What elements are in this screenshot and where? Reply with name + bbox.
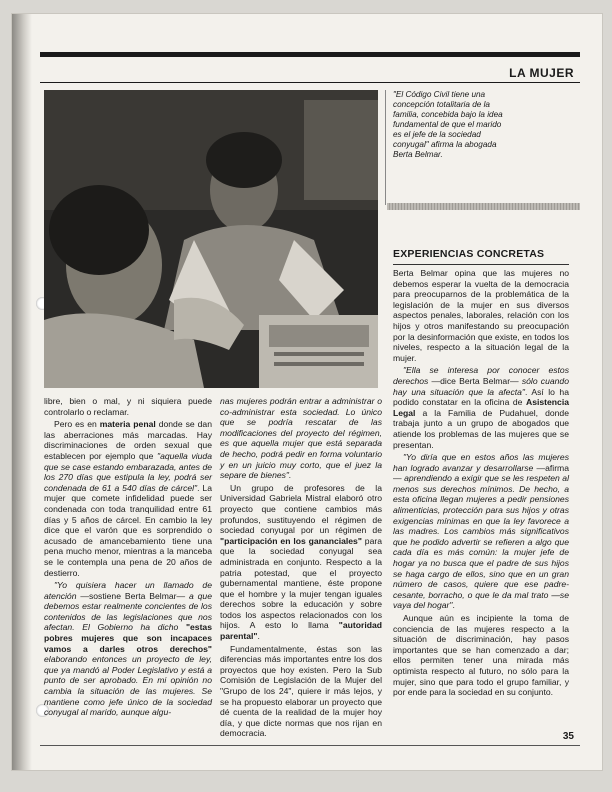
text: Pero es en [54, 419, 100, 430]
quote: "Yo diría que en estos años las mujeres han logrado avanzar y desarrollarse [393, 452, 569, 473]
quote: —se vaya del hogar" [393, 589, 569, 611]
text: Un grupo de profesores de la Universidad Gabriela Mistral elaboró otro proyecto que contiene cambios más profundos, sustituyendo el régimen de sociedad conyugal por un régimen de [220, 482, 382, 536]
text: —afirma— [393, 462, 569, 484]
quote: elaborando entonces un proyecto de ley, que ya mandó al Poder Legislativo y está a punto de ser aprobado. En mi opinión no cambia la situación de las mujeres. Se mantiene como jefe único de la sociedad conyugal al marido, aunque algu- [44, 654, 212, 718]
bold-text: "autoridad parental" [220, 620, 382, 642]
photo-illustration [44, 90, 378, 388]
paragraph [44, 580, 212, 718]
quote: sólo cuando hay una situación que la afecta" [393, 375, 569, 397]
text: . [452, 600, 455, 611]
quote: a que debemos estar realmente concientes de los contenidos de las legislaciones que nos afectan. El Gobierno ha dicho [44, 590, 212, 633]
text: . Así lo ha podido constatar en la oficina de [393, 386, 569, 408]
text: a la Familia de Pudahuel, donde trabaja junto a un grupo de abogados que atiende los problemas de las mujeres que se presentan. [393, 407, 569, 450]
top-rule [40, 52, 580, 57]
paragraph: Aunque aún es incipiente la toma de conciencia de las mujeres respecto a la situación de discriminación, hay pasos importantes que se han comenzado a dar; ellos permiten tener una mirada más optimista respecto al futuro, no sólo para la mujer, sino que para todo el grupo familiar, y por ende para la sociedad en su conjunto. [393, 613, 569, 698]
text: —dice Berta Belmar— [428, 375, 522, 386]
bold-text: materia penal [99, 419, 156, 430]
paragraph [220, 483, 382, 642]
column-2 [220, 396, 382, 741]
quote: "aquella viuda que se case estando embarazada, antes de los 270 días que estipula la ley, podrá ser condenada de 61 a 540 días de cárcel" [44, 450, 212, 493]
gray-band [387, 203, 580, 210]
text: —sostiene Berta Belmar— [76, 590, 189, 601]
section-title: LA MUJER [509, 66, 574, 80]
text: para que la sociedad conyugal sea administrada en conjunto. Respecto a la patria potestad, que el proyecto gubernamental mantiene, éste propone que el hombre y la mujer tengan iguales derechos sobre la educación y sobre todos los aspectos relacionados con los hijos. A esto lo llama [220, 535, 382, 631]
subhead-rule [393, 264, 569, 265]
quote: "Yo quisiera hacer un llamado de atención [44, 580, 212, 601]
paragraph [393, 365, 569, 450]
magazine-page [12, 14, 602, 770]
column-1 [44, 396, 212, 720]
bold-text: "participación en los gananciales" [220, 535, 362, 546]
bold-text: "estas pobres mujeres que son incapaces vamos a darles otros derechos" [44, 622, 212, 654]
photo-caption: "El Código Civil tiene una concepción totalitaria de la familia, concebida bajo la idea fundamental de que el marido es el jefe de la sociedad conyugal" afirma la abogada Berta Belmar. [393, 90, 503, 159]
paragraph: libre, bien o mal, y ni siquiera puede controlarlo o reclamar. [44, 396, 212, 417]
quote: "Ella se interesa por conocer estos derechos [393, 365, 569, 386]
paragraph: Berta Belmar opina que las mujeres no debemos esperar la vuelta de la democracia para preocuparnos de la problemática de la legislación de la mujer en sus diversos aspectos penales, laborales, relación con los hijos y otros manifestando su preocupación por la desinformación que existe, en todos los niveles, respecto a la situación legal de la mujer. [393, 268, 569, 363]
paragraph: nas mujeres podrán entrar a administrar o co-administrar esta sociedad. Lo único que se podría rescatar de las modificaciones del proyecto del régimen, es que aquella mujer que está separada de hecho, podrá pedir en forma voluntario y en un juicio muy corto, que el juez la separe de bienes". [220, 396, 382, 481]
paragraph: Fundamentalmente, éstas son las diferencias más importantes entre los dos proyectos que hoy existen. Pero la Sub Comisión de Legislación de la Mujer del "Grupo de los 24", quiere ir más lejos, y se ha propuesto elaborar un proyecto que dé cuenta de la realidad de la mujer hoy día, y que dicte normas que nos rijan en democracia. [220, 643, 382, 739]
caption-rule [385, 90, 386, 205]
text: . La mujer que comete infidelidad puede ser condenada con toda tranquilidad entre 61 días y 5 años de cárcel. En cambio la ley dice que el varón que es sorprendido o acusado de amancebamiento tiene una pena mucho menor, mientras a la manceba se le contempla una pena de 20 años de destierro. [44, 482, 212, 578]
scan-edge [12, 14, 32, 770]
text: . [257, 631, 260, 642]
title-rule [40, 82, 580, 83]
bold-text: Asistencia Legal [393, 397, 569, 418]
article-photo [44, 90, 378, 388]
paragraph [44, 419, 212, 578]
page-number: 35 [562, 731, 574, 742]
quote: aprendiendo a exigir que se les respeten al menos sus derechos mínimos. De hecho, a esta oficina llegan mujeres a pedir pensiones alimenticias, protección para sus hijos y otras exigencias mínimas en que la ley favorece a las madres. Los cambios más significativos que he podido advertir se refieren a algo que cada día es más común: la mujer jefe de hogar ya no busca que el padre de sus hijos se haga cargo de ellos, sino que en un gran número de casos, quiere que ese padre-cesante, borracho, o que le da mal trato [393, 473, 569, 600]
column-3 [393, 268, 569, 700]
subhead: EXPERIENCIAS CONCRETAS [393, 248, 545, 260]
bottom-rule [40, 745, 580, 746]
paragraph [393, 452, 569, 611]
text: donde se dan las aberraciones más marcadas. Hay discriminaciones de orden sexual que establecen por ejemplo que [44, 419, 212, 461]
